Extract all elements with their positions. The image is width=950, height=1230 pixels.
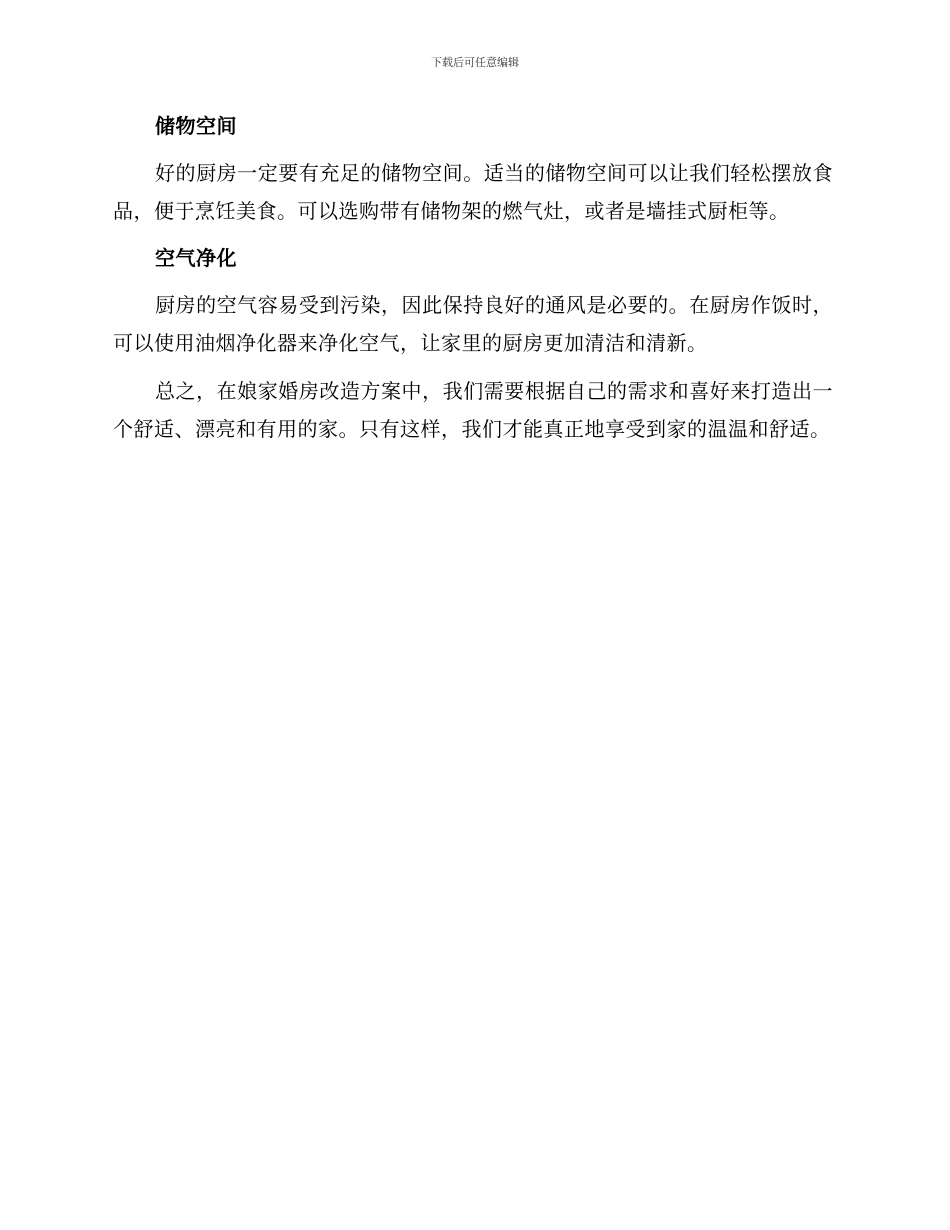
page-header: 下载后可任意编辑 bbox=[431, 56, 519, 69]
section-heading-storage: 储物空间 bbox=[155, 114, 237, 138]
section-paragraph-storage: 好的厨房一定要有充足的储物空间。适当的储物空间可以让我们轻松摆放食品，便于烹饪美食。可以选购带有储物架的燃气灶，或者是墙挂式厨柜等。 bbox=[113, 161, 833, 223]
section-heading-air-purification: 空气净化 bbox=[155, 246, 237, 270]
document-body bbox=[113, 108, 833, 458]
section-paragraph-air-purification: 厨房的空气容易受到污染，因此保持良好的通风是必要的。在厨房作饭时，可以使用油烟净化器来净化空气，让家里的厨房更加清洁和清新。 bbox=[113, 293, 833, 355]
conclusion-paragraph: 总之，在娘家婚房改造方案中，我们需要根据自己的需求和喜好来打造出一个舒适、漂亮和有用的家。只有这样，我们才能真正地享受到家的温温和舒适。 bbox=[113, 379, 833, 441]
